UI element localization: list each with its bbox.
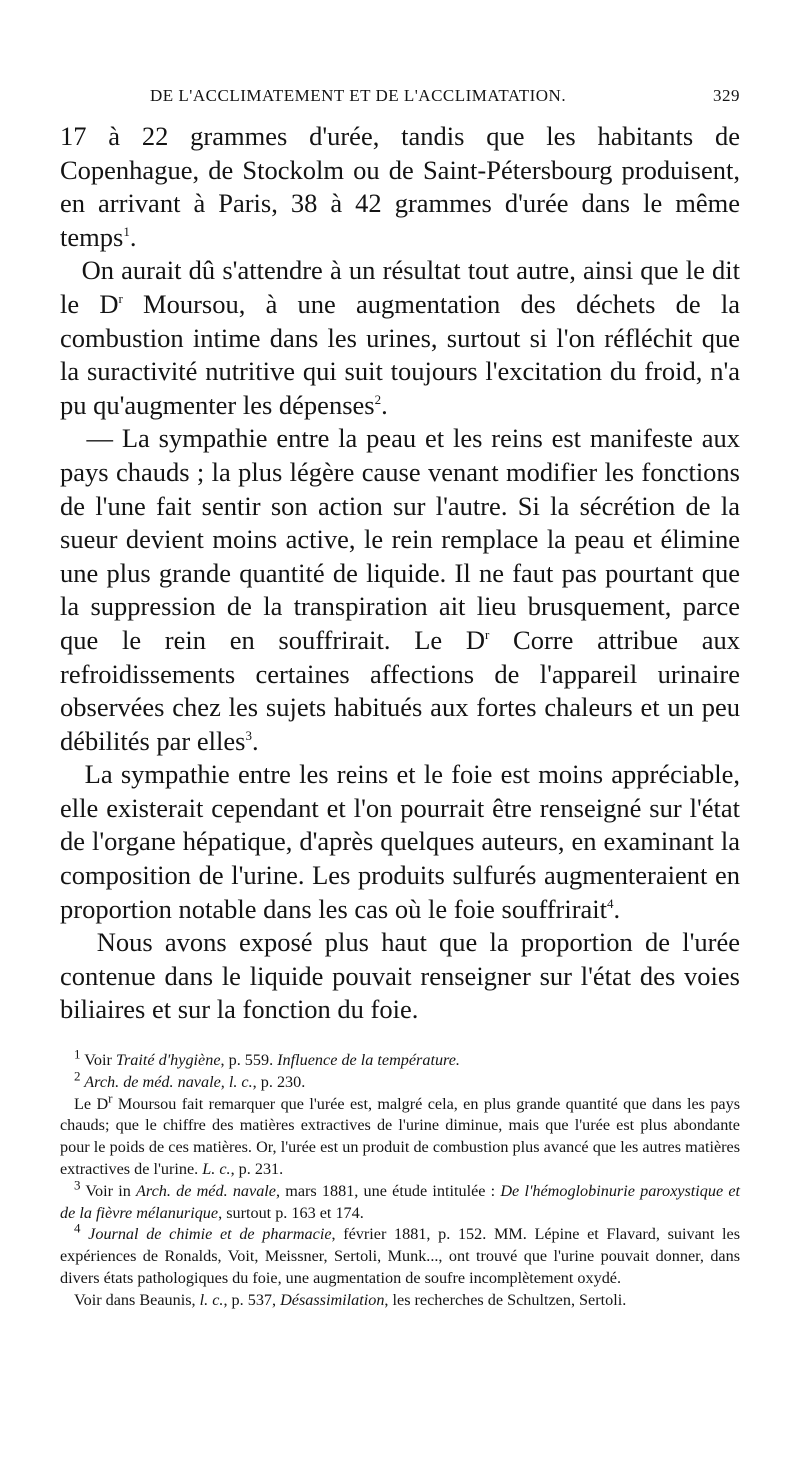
footnote-text: , p. 559. [220,1051,278,1069]
paragraph-4 [60,758,740,926]
footnote-text: , surtout p. 163 et 174. [218,1203,364,1222]
paragraph-4-end: . [613,893,621,924]
footnote-4-continued [60,1290,740,1312]
paragraph-5 [60,926,740,1027]
footnote-italic: De l'hémoglobinurie paroxystique et de la fièvre mélanurique [60,1181,741,1222]
footnote-text: Moursou fait remarquer que l'urée est, malgré cela, en plus grande quantité que dans les pays chauds; que le chiffre des matières extractives de l'urine diminue, mais que l'urée est plus abondante pour le poids de ces matières. Or, l'urée est un produit de combustion plus avancé que les autres matières extractives de l'urine. [60,1094,741,1178]
footnote-italic: Désassimilation [280,1290,385,1309]
footnote-mark: 2 [74,1068,81,1084]
footnote-mark: 3 [74,1177,81,1193]
paragraph-1 [60,120,740,254]
paragraph-3-text: — La sympathie entre la peau et les reins est manifeste aux pays chauds ; la plus légère cause venant modifier les fonctions de l'une fait sentir son action sur l'autre. Si la sécrétion de la sueur devient moins active, le rein remplace la peau et élimine une plus grande quantité de liquide. Il ne faut pas pourtant que la suppression de la transpiration ait lieu brusquement, parce que le rein en souffrirait. Le D [60,423,740,655]
footnote-text: Voir dans Beaunis, [74,1290,200,1309]
footnote-mark: 1 [74,1046,81,1062]
footnote-ref-1: 1 [123,223,130,239]
main-text [60,120,740,1027]
page-number: 329 [713,86,740,105]
paragraph-4-text: La sympathie entre les reins et le foie est moins appréciable, elle existerait cependant et l'on pourrait être renseigné sur l'état de l'organe hépatique, d'après quelques auteurs, en examinant la composition de l'urine. Les produits sulfurés augmenteraient en proportion notable dans les cas où le foie souffrirait [60,759,740,924]
footnote-2 [60,1068,740,1094]
footnote-ref-2: 2 [374,391,382,407]
footnote-4 [60,1220,740,1289]
footnote-italic: Influence de la température. [277,1051,460,1069]
dr-abbrev: r [108,1090,113,1106]
paragraph-3-end: . [251,725,259,756]
footnotes [60,1046,741,1312]
footnote-text: , p. 230. [252,1072,306,1091]
footnote-1 [60,1046,740,1072]
footnote-italic: Journal de chimie et de pharmacie [80,1225,332,1244]
footnote-italic: Traité d'hygiène [115,1051,221,1069]
paragraph-2-text-b: Moursou, à une augmentation des déchets de la combustion intime dans les urines, surtout si l'on réfléchit que la suractivité nutritive qui suit toujours l'excitation du froid, n'a pu qu'augmenter les dépenses [60,288,741,420]
paragraph-1-end: . [129,221,137,252]
footnote-italic: l. c. [199,1290,224,1309]
footnote-text: , février 1881, p. 152. MM. Lépine et Flavard, suivant les expériences de Ronalds, Voit, Meissner, Sertoli, Munk..., ont trouvé que l'urine pouvait donner, dans divers états pathologiques du foie, une augmentation de soufre incomplètement oxydé. [60,1225,740,1287]
footnote-text: , mars 1881, une étude intitulée : [276,1181,501,1200]
paragraph-3 [60,422,740,758]
paragraph-2-text: On aurait dû s'attendre à un résultat tout autre, ainsi que le dit le D [60,255,740,319]
footnote-italic: Arch. de méd. navale [136,1181,276,1200]
footnote-ref-4: 4 [607,895,614,911]
footnote-3 [60,1177,741,1225]
footnote-text: , p. 231. [230,1159,284,1178]
footnote-text: Le D [74,1094,109,1113]
paragraph-3-text-b: Corre attribue aux refroidissements certaines affections de l'appareil urinaire observées chez les sujets habitués aux fortes chaleurs et un peu débilités par elles [60,624,740,756]
paragraph-2-end: . [381,389,388,420]
paragraph-2 [60,254,740,422]
paragraph-5-text: Nous avons exposé plus haut que la proportion de l'urée contenue dans le liquide pouvait renseigner sur l'état des voies biliaires et sur la fonction du foie. [60,927,741,1025]
footnote-mark: 4 [74,1220,81,1236]
running-header [150,86,740,106]
footnote-text: , les recherches de Schultzen, Sertoli. [384,1290,627,1309]
footnote-text: Voir in [80,1181,137,1200]
footnote-text: Voir [80,1051,116,1069]
dr-abbrev: r [118,291,123,307]
running-title: DE L'ACCLIMATEMENT ET DE L'ACCLIMATATION. [150,86,567,105]
footnote-ref-3: 3 [245,727,252,743]
dr-abbrev: r [485,627,490,643]
paragraph-1-text: 17 à 22 grammes d'urée, tandis que les habitants de Copenhague, de Stockolm ou de Saint-Pétersbourg produisent, en arrivant à Paris, 38 à 42 grammes d'urée dans le même temps [60,121,740,252]
footnote-italic: Arch. de méd. navale, l. c. [80,1072,253,1091]
footnote-text: , p. 537, [223,1290,281,1309]
footnote-2-continued [60,1090,741,1181]
footnote-italic: L. c. [202,1159,231,1178]
